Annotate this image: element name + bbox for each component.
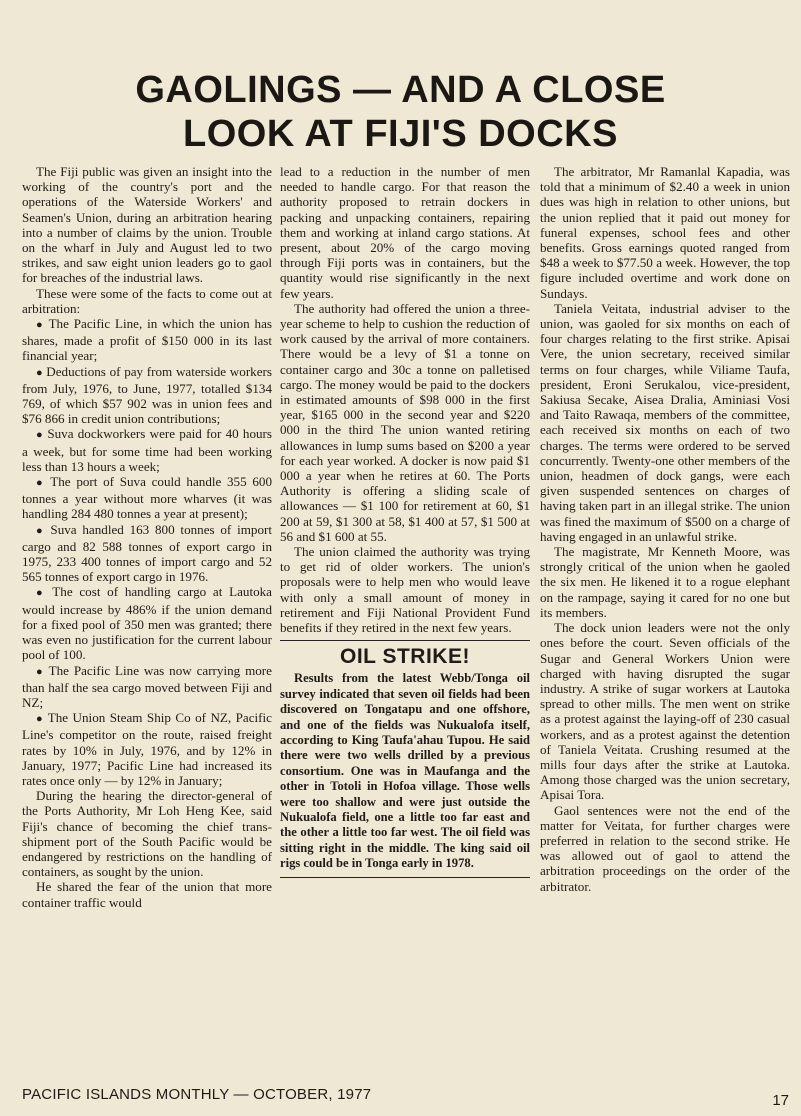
publication-line: PACIFIC ISLANDS MONTHLY — OCTOBER, 1977 xyxy=(22,1086,372,1103)
oil-strike-paragraph: Results from the latest Webb/Tonga oil survey indicated that seven oil fields had been discovered on Tongatapu and one offshore, and one of the fields was Nukualofa itself, according to King Taufa'ahau Tupou. He said there were two wells drilled by a previous consortium. One was in Maufanga and the other in Totoli in Hofoa village. Those wells were too shallow and were just outside the Nukualofa field, one a little too far east and the other a little too far west. The oil field was sitting right in the middle. The king said oil rigs could be in Tonga early in 1978. xyxy=(280,671,530,871)
column-2-text xyxy=(280,164,530,635)
paragraph: The union claimed the authority was trying to get rid of older workers. The union's proposals were to help men who would leave with only a small amount of money in retirement and Fiji National Provident Fund benefits if they retired in the next few years. xyxy=(280,544,530,636)
bullet-paragraph: ● Suva dockworkers were paid for 40 hours a week, but for some time had been working less than 13 hours a week; xyxy=(22,426,272,474)
oil-strike-box xyxy=(280,645,530,871)
box-bottom-rule xyxy=(280,877,530,878)
paragraph: Gaol sentences were not the end of the matter for Veitata, for further charges were preferred in relation to the second strike. He was allowed out of gaol to attend the arbitration proceedings on the order of the arbitrator. xyxy=(540,802,790,894)
bullet-paragraph: ● The port of Suva could handle 355 600 tonnes a year without more wharves (it was handling 284 480 tonnes a year at present); xyxy=(22,474,272,522)
paragraph: He shared the fear of the union that more container traffic would xyxy=(22,879,272,910)
paragraph: These were some of the facts to come out at arbitration: xyxy=(22,285,272,316)
article-column-2 xyxy=(280,164,530,882)
paragraph: During the hearing the director-general of the Ports Authority, Mr Loh Heng Kee, said Fiji's chance of becoming the chief trans-shipment port of the South Pacific would be endangered by restrictions on the handling of containers, as sought by the union. xyxy=(22,788,272,880)
oil-strike-title: OIL STRIKE! xyxy=(340,645,470,669)
oil-strike-body xyxy=(280,671,530,871)
bullet-paragraph: ● The Union Steam Ship Co of NZ, Pacific Line's competitor on the route, raised freight rates by 10% in July, 1976, and by 12% in January, 1977; Pacific Line had increased its rates once only — by 12% in January; xyxy=(22,710,272,788)
paragraph: lead to a reduction in the number of men needed to handle cargo. For that reason the authority proposed to retrain dockers in packing and unpacking containers, repairing them and working at inland cargo stations. At present, about 20% of the cargo moving through Fiji ports was in containers, but the quantity would rise significantly in the next few years. xyxy=(280,164,530,301)
paragraph: Taniela Veitata, industrial adviser to the union, was gaoled for six months on each of four charges relating to the first strike. Apisai Vere, the union secretary, received similar terms on four charges, while Viliame Taufa, president, Eroni Serukalou, vice-president, Sakiusa Secake, Aisea Dralia, Aminiasi Vosi and Taito Rawaqa, members of the committee, each received six months on each of two charges. The terms were ordered to be served concurrently. Twenty-one other members of the union, headmen of dock gangs, were each given suspended sentences on charges of having taken part in an illegal strike. The union was fined the maximum of $500 on a charge of having engaged in an unlawful strike. xyxy=(540,300,790,544)
bullet-paragraph: ● The Pacific Line was now carrying more than half the sea cargo moved between Fiji and NZ; xyxy=(22,663,272,711)
box-top-rule xyxy=(280,640,530,641)
bullet-paragraph: ● Suva handled 163 800 tonnes of import cargo and 82 588 tonnes of export cargo in 1975, 233 400 tonnes of import cargo and 52 565 tonnes of export cargo in 1976. xyxy=(22,522,272,585)
paragraph: The dock union leaders were not the only ones before the court. Seven officials of the Sugar and General Workers Union were charged with having disrupted the sugar industry. A strike of sugar workers at Lautoka spread to other mills. The men went on strike as a protest against the laying-off of 230 casual workers, and as a protest against the detention of Taniela Veitata. Crushing resumed at the mills four days after the strike at Lautoka. Among those charged was the union secretary, Apisai Tora. xyxy=(540,620,790,803)
bullet-paragraph: ● The Pacific Line, in which the union has shares, made a profit of $150 000 in its last financial year; xyxy=(22,316,272,364)
paragraph: The arbitrator, Mr Ramanlal Kapadia, was told that a minimum of $2.40 a week in union dues was high in relation to other unions, but the union replied that it paid out money for funeral expenses, school fees and other benefits. Gross earnings quoted ranged from $48 a week to $77.50 a week. However, the top figure included overtime and work done on Sundays. xyxy=(540,164,790,301)
paragraph: The Fiji public was given an insight into the working of the country's port and the operations of the Waterside Workers' and Seamen's Union, during an arbitration hearing into a number of claims by the union. Trouble on the wharf in July and August led to two strikes, and saw eight union leaders go to gaol for breaches of the industrial laws. xyxy=(22,164,272,286)
paragraph: The magistrate, Mr Kenneth Moore, was strongly critical of the union when he gaoled the six men. He likened it to a rogue elephant on the rampage, saying it cared for no one but its members. xyxy=(540,544,790,620)
article-column-3 xyxy=(540,164,790,894)
headline-line-1: GAOLINGS — AND A CLOSE xyxy=(135,69,666,111)
headline xyxy=(20,68,781,156)
headline-line-2: LOOK AT FIJI'S DOCKS xyxy=(183,113,618,155)
paragraph: The authority had offered the union a three-year scheme to help to cushion the reduction of work caused by the arrival of more containers. There would be a levy of $1 a tonne on container cargo and 30c a tonne on palletised cargo. The money would be paid to the dockers in estimated amounts of $98 000 in the first year, $165 000 in the second year and $220 000 in the third The union wanted retiring allowances in lump sums based on $200 a year for each year worked. A docker is now paid $1 000 a year when he retires at 60. The Ports Authority is offering a sliding scale of allowances — $1 100 for retirement at 60, $1 200 at 59, $1 300 at 58, $1 400 at 57, $1 500 at 56 and $1 600 at 55. xyxy=(280,300,530,544)
article-column-1 xyxy=(22,164,272,910)
page-number: 17 xyxy=(772,1092,789,1109)
bullet-paragraph: ● Deductions of pay from waterside workers from July, 1976, to June, 1977, totalled $134 769, of which $57 902 was in union fees and $76 866 in credit union contributions; xyxy=(22,364,272,427)
bullet-paragraph: ● The cost of handling cargo at Lautoka would increase by 486% if the union demand for a fixed pool of 350 men was granted; there was even no justification for the current labour pool of 100. xyxy=(22,584,272,662)
